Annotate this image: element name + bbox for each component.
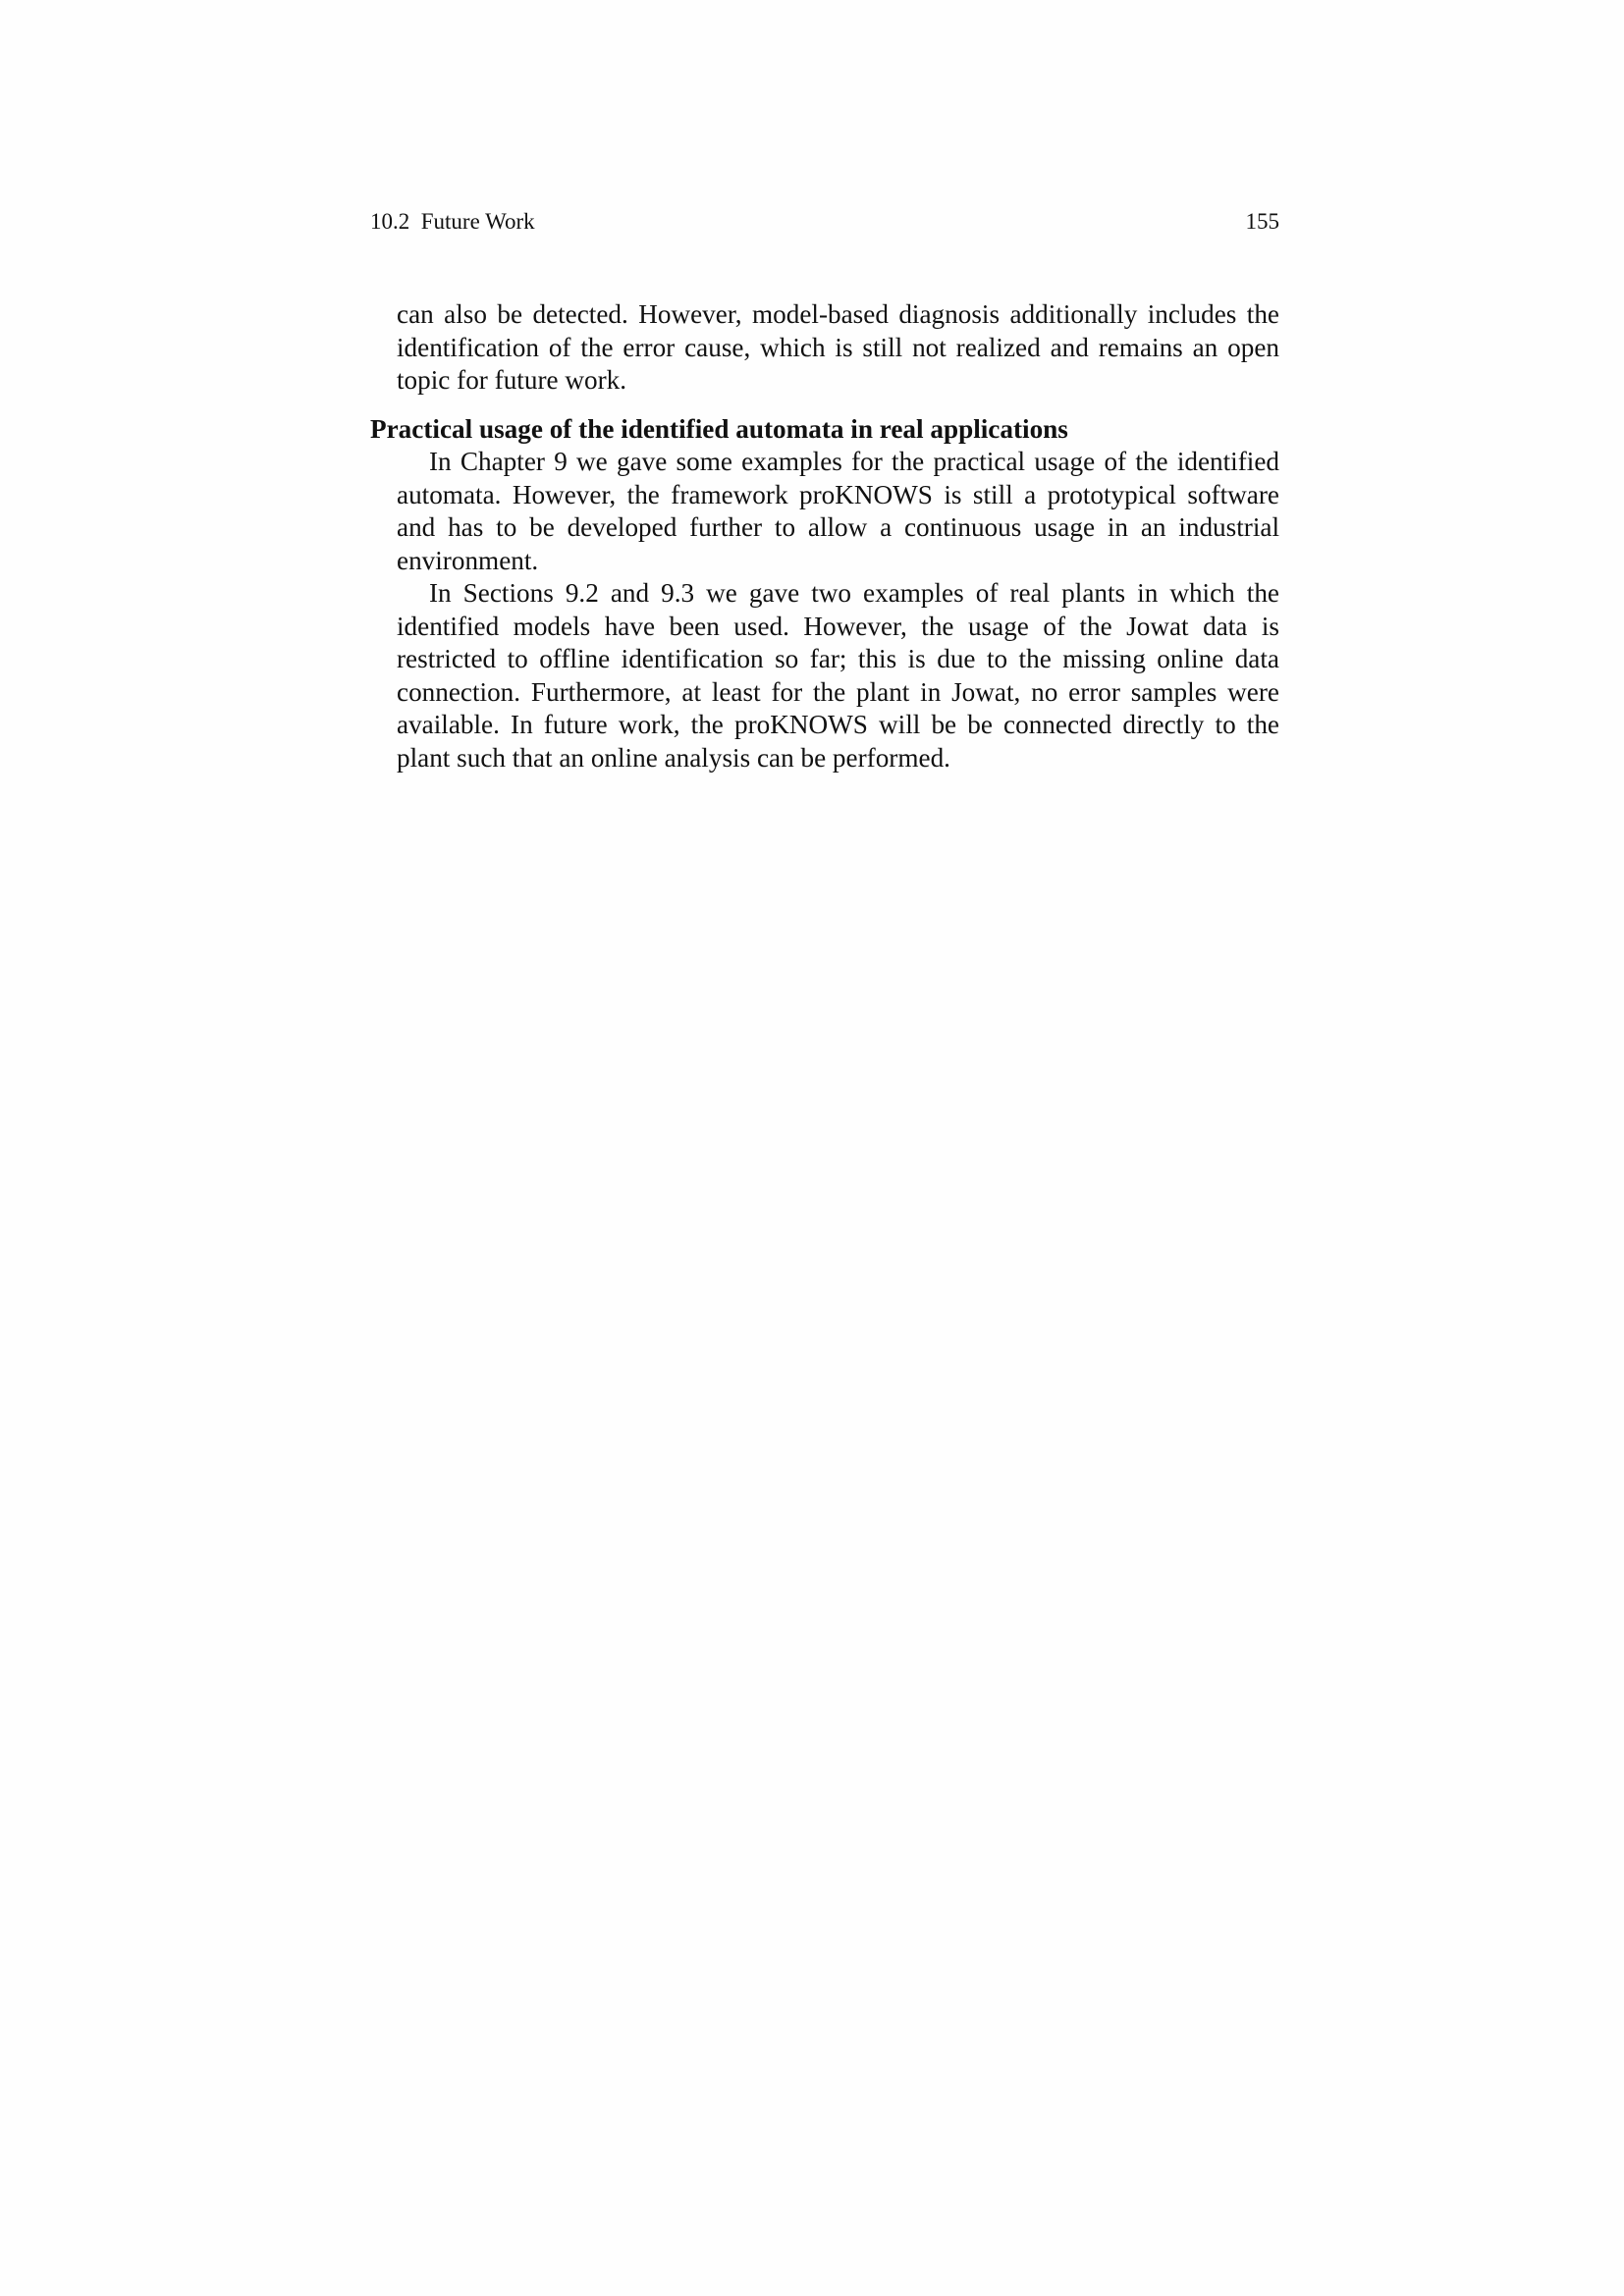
paragraph: In Sections 9.2 and 9.3 we gave two examples of real plants in which the identified models have been used. However, the usage of the Jowat data is restricted to offline identification so far; this is due to the missing online data connection. Furthermore, at least for the plant in Jowat, no error samples were available. In future work, the proKNOWS will be be connected directly to the plant such that an online analysis can be performed. [397,578,1279,773]
page-number: 155 [1245,209,1279,234]
running-head [370,206,1279,238]
body-text [370,298,1279,774]
paragraph: In Chapter 9 we gave some examples for the practical usage of the identified automata. However, the framework proKNOWS is still a prototypical software and has to be developed further to allow a continuous usage in an industrial environment. [397,447,1279,575]
continuation-paragraph: can also be detected. However, model-based diagnosis additionally includes the identification of the error cause, which is still not realized and remains an open topic for future work. [397,299,1279,395]
running-head-section: 10.2 Future Work [370,209,535,234]
subsection-heading: Practical usage of the identified automata in real applications [370,413,1068,444]
